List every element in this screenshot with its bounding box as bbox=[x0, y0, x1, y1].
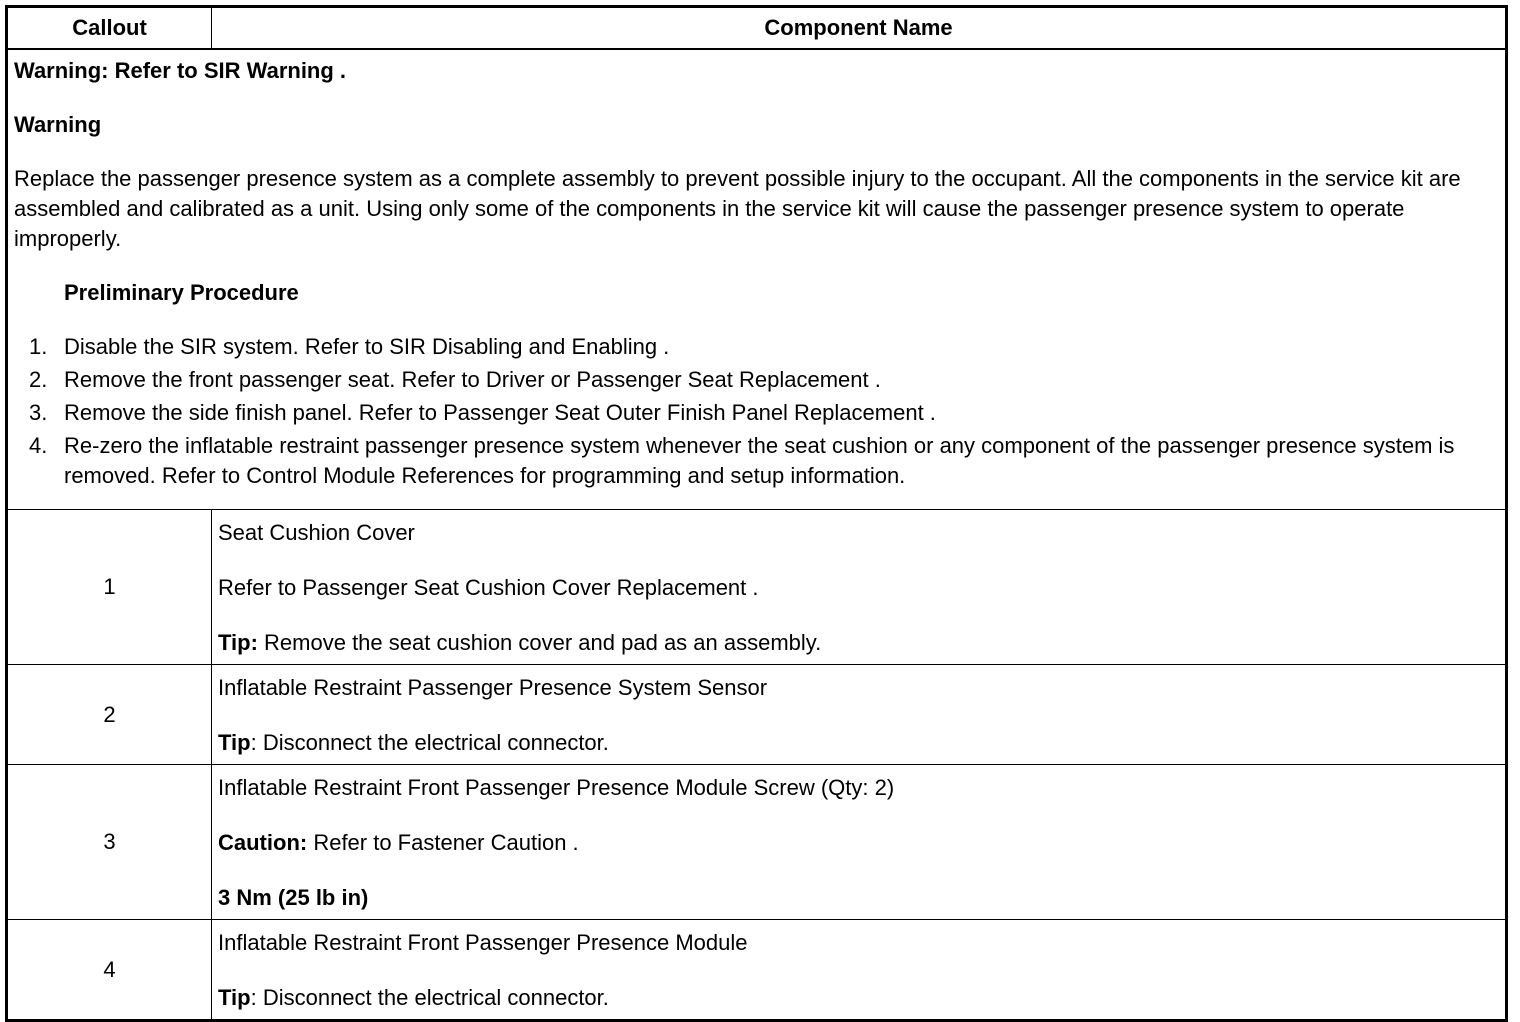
table-row bbox=[7, 510, 1507, 665]
component-caution bbox=[218, 828, 1499, 858]
step-number: 1. bbox=[29, 334, 48, 359]
component-cell bbox=[212, 920, 1507, 1021]
callout-number: 1 bbox=[7, 510, 212, 665]
component-tip bbox=[218, 728, 1499, 758]
intro-row bbox=[7, 49, 1507, 510]
step-number: 4. bbox=[29, 433, 48, 458]
table-row bbox=[7, 765, 1507, 920]
step-number: 2. bbox=[29, 367, 48, 392]
tip-text: : Disconnect the electrical connector. bbox=[250, 730, 609, 755]
torque-spec: 3 Nm (25 lb in) bbox=[218, 885, 369, 910]
component-cell bbox=[212, 765, 1507, 920]
component-name: Inflatable Restraint Front Passenger Presence Module Screw (Qty: 2) bbox=[218, 775, 895, 800]
sir-warning-reference: Warning: Refer to SIR Warning . bbox=[14, 58, 347, 83]
tip-text: : Disconnect the electrical connector. bbox=[250, 985, 609, 1010]
callout-header: Callout bbox=[7, 7, 212, 50]
caution-label: Caution: bbox=[218, 830, 308, 855]
tip-label: Tip bbox=[218, 730, 251, 755]
tip-label: Tip: bbox=[218, 630, 258, 655]
preliminary-steps-list bbox=[14, 332, 1499, 491]
component-table bbox=[5, 5, 1508, 1022]
tip-label: Tip bbox=[218, 985, 251, 1010]
step-item bbox=[14, 398, 1499, 428]
component-name: Inflatable Restraint Front Passenger Presence Module bbox=[218, 930, 748, 955]
step-item bbox=[14, 332, 1499, 362]
header-row bbox=[7, 7, 1507, 50]
component-name-header: Component Name bbox=[212, 7, 1507, 50]
callout-number: 3 bbox=[7, 765, 212, 920]
callout-number: 4 bbox=[7, 920, 212, 1021]
callout-number: 2 bbox=[7, 665, 212, 765]
step-text: Remove the front passenger seat. Refer to Driver or Passenger Seat Replacement . bbox=[64, 367, 881, 392]
step-text: Remove the side finish panel. Refer to Passenger Seat Outer Finish Panel Replacement . bbox=[64, 400, 936, 425]
step-item bbox=[14, 365, 1499, 395]
table-row bbox=[7, 920, 1507, 1021]
step-text: Disable the SIR system. Refer to SIR Disabling and Enabling . bbox=[64, 334, 670, 359]
warning-title: Warning bbox=[14, 112, 102, 137]
step-item bbox=[14, 431, 1499, 491]
table-row bbox=[7, 665, 1507, 765]
warning-text: Replace the passenger presence system as a complete assembly to prevent possible injury to the occupant. All the components in the service kit are assembled and calibrated as a unit. Using only some of the components in the service kit will cause the passenger presence system to operate improperly. bbox=[14, 166, 1461, 251]
component-tip bbox=[218, 983, 1499, 1013]
tip-text: Remove the seat cushion cover and pad as an assembly. bbox=[257, 630, 822, 655]
intro-cell bbox=[7, 49, 1507, 510]
step-number: 3. bbox=[29, 400, 48, 425]
component-name: Inflatable Restraint Passenger Presence System Sensor bbox=[218, 675, 768, 700]
component-tip bbox=[218, 628, 1499, 658]
preliminary-procedure-title: Preliminary Procedure bbox=[64, 280, 299, 305]
caution-text: Refer to Fastener Caution . bbox=[307, 830, 579, 855]
component-name: Seat Cushion Cover bbox=[218, 520, 415, 545]
step-text: Re-zero the inflatable restraint passenger presence system whenever the seat cushion or any component of the passenger presence system is removed. Refer to Control Module References for programming and setup information. bbox=[64, 433, 1455, 488]
component-reference: Refer to Passenger Seat Cushion Cover Replacement . bbox=[218, 575, 759, 600]
component-cell bbox=[212, 665, 1507, 765]
component-cell bbox=[212, 510, 1507, 665]
